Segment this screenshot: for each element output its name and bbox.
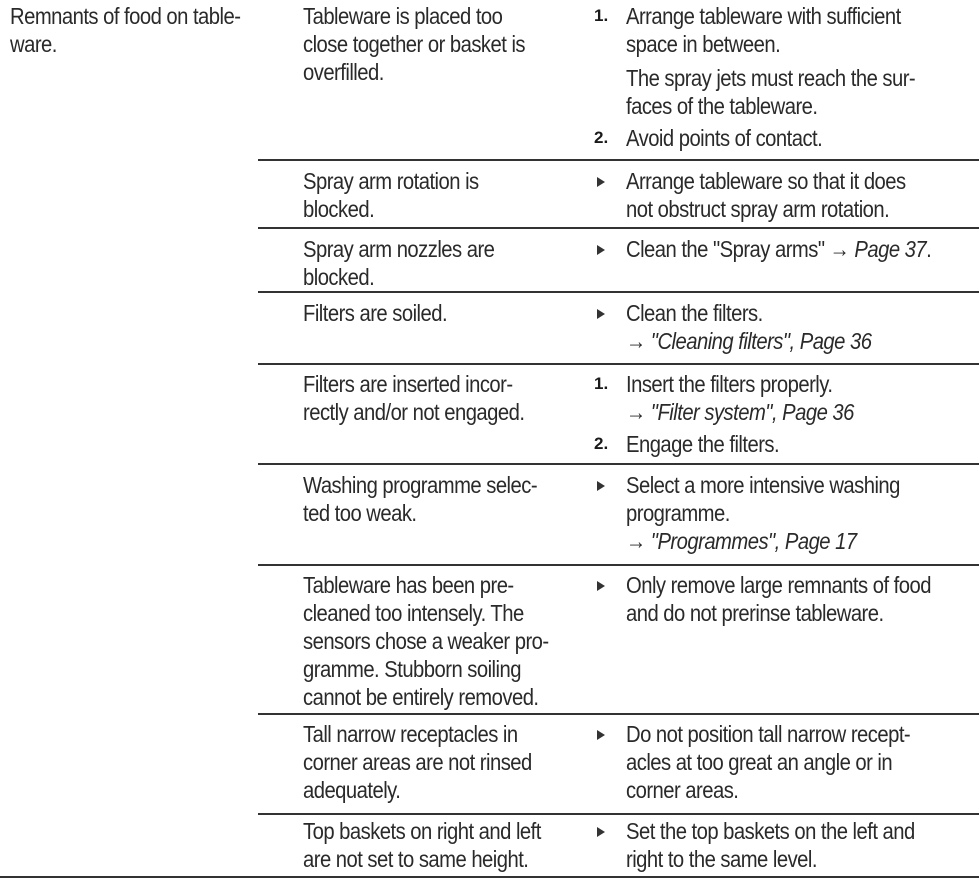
cross-reference-link[interactable]: → "Programmes", Page 17 [626,528,857,554]
remedy-text: Clean the "Spray arms" → [626,236,855,262]
note-line: faces of the tableware. [626,93,818,119]
problem-text-line: Remnants of food on table- [10,3,241,29]
remedy-cell [594,471,974,555]
cause-line: corner areas are not rinsed [303,749,532,775]
bullet-step [594,471,974,555]
cause-line: cannot be entirely removed. [303,684,539,710]
step-number: 1. [594,374,609,393]
bullet-step [594,817,974,873]
note-line: The spray jets must reach the sur- [626,65,916,91]
remedy-cell [594,720,974,804]
remedy-line: Avoid points of contact. [626,125,823,151]
cross-reference-link[interactable]: → "Filter system", Page 36 [626,399,854,425]
remedy-line: Arrange tableware so that it does [626,168,906,194]
cause-line: Filters are inserted incor- [303,371,513,397]
remedy-cell [594,817,974,873]
remedy-line: Select a more intensive washing [626,472,900,498]
cause-line: sensors chose a weaker pro- [303,628,549,654]
cause-line: cleaned too intensely. The [303,600,524,626]
problem-cell [10,2,290,58]
table-row [258,815,979,876]
cause-line: ted too weak. [303,500,417,526]
remedy-suffix: . [926,236,932,262]
cause-line: Tall narrow receptacles in [303,721,518,747]
cause-cell [303,817,593,873]
problem-text-line: ware. [10,31,57,57]
remedy-cell [594,571,974,627]
table-row [258,229,979,293]
cause-line: Top baskets on right and left [303,818,541,844]
remedy-line: Only remove large remnants of food [626,572,931,598]
numbered-step [594,430,974,458]
remedy-line: programme. [626,500,730,526]
numbered-step [594,370,974,426]
cause-line: rectly and/or not engaged. [303,399,525,425]
table-row [258,715,979,815]
step-note [626,64,974,120]
table-row [258,0,979,161]
numbered-step [594,124,974,152]
cause-line: blocked. [303,196,375,222]
remedy-line: corner areas. [626,777,739,803]
cause-cell [303,720,593,804]
cause-cell [303,235,593,291]
bullet-triangle-icon [597,730,605,740]
cause-line: Filters are soiled. [303,300,448,326]
bullet-triangle-icon [597,481,605,491]
table-bottom-rule [0,876,979,878]
cause-cell [303,167,593,223]
table-row [258,159,979,229]
remedy-cell [594,299,974,355]
bullet-triangle-icon [597,177,605,187]
cause-line: Spray arm rotation is [303,168,479,194]
remedy-line: Insert the filters properly. [626,371,833,397]
bullet-step [594,167,974,223]
cause-line: Washing programme selec- [303,472,538,498]
remedy-cell [594,370,974,458]
bullet-step [594,299,974,355]
cause-line: close together or basket is [303,31,526,57]
step-number: 1. [594,6,609,25]
remedy-line: Arrange tableware with sufficient [626,3,901,29]
table-row [258,365,979,465]
cause-cell [303,471,593,527]
table-row [258,566,979,715]
table-row [258,293,979,365]
bullet-step [594,235,974,263]
cause-line: are not set to same height. [303,846,529,872]
cause-cell [303,370,593,426]
bullet-triangle-icon [597,581,605,591]
remedy-cell [594,167,974,223]
bullet-triangle-icon [597,827,605,837]
cause-line: blocked. [303,264,375,290]
remedy-line: not obstruct spray arm rotation. [626,196,890,222]
cause-line: Spray arm nozzles are [303,236,495,262]
page-reference-link[interactable]: Page 37 [854,236,927,262]
remedy-cell [594,2,974,152]
table-row [258,465,979,566]
remedy-line: Engage the filters. [626,431,780,457]
step-number: 2. [594,434,609,453]
remedy-line: acles at too great an angle or in [626,749,893,775]
remedy-line [626,235,932,263]
bullet-step [594,720,974,804]
cross-reference-link[interactable]: → "Cleaning filters", Page 36 [626,328,872,354]
bullet-step [594,571,974,627]
cause-cell [303,299,593,327]
cause-line: overfilled. [303,59,384,85]
cause-line: Tableware is placed too [303,3,503,29]
remedy-line: space in between. [626,31,781,57]
remedy-line: Set the top baskets on the left and [626,818,915,844]
remedy-cell [594,235,974,263]
cause-line: gramme. Stubborn soiling [303,656,521,682]
remedy-line: right to the same level. [626,846,817,872]
cause-line: Tableware has been pre- [303,572,514,598]
cause-cell [303,2,593,86]
cause-cell [303,571,593,711]
remedy-line: Clean the filters. [626,300,763,326]
remedy-line: and do not prerinse tableware. [626,600,884,626]
remedy-line: Do not position tall narrow recept- [626,721,911,747]
step-number: 2. [594,128,609,147]
cause-line: adequately. [303,777,401,803]
bullet-triangle-icon [597,309,605,319]
numbered-step [594,2,974,120]
bullet-triangle-icon [597,245,605,255]
